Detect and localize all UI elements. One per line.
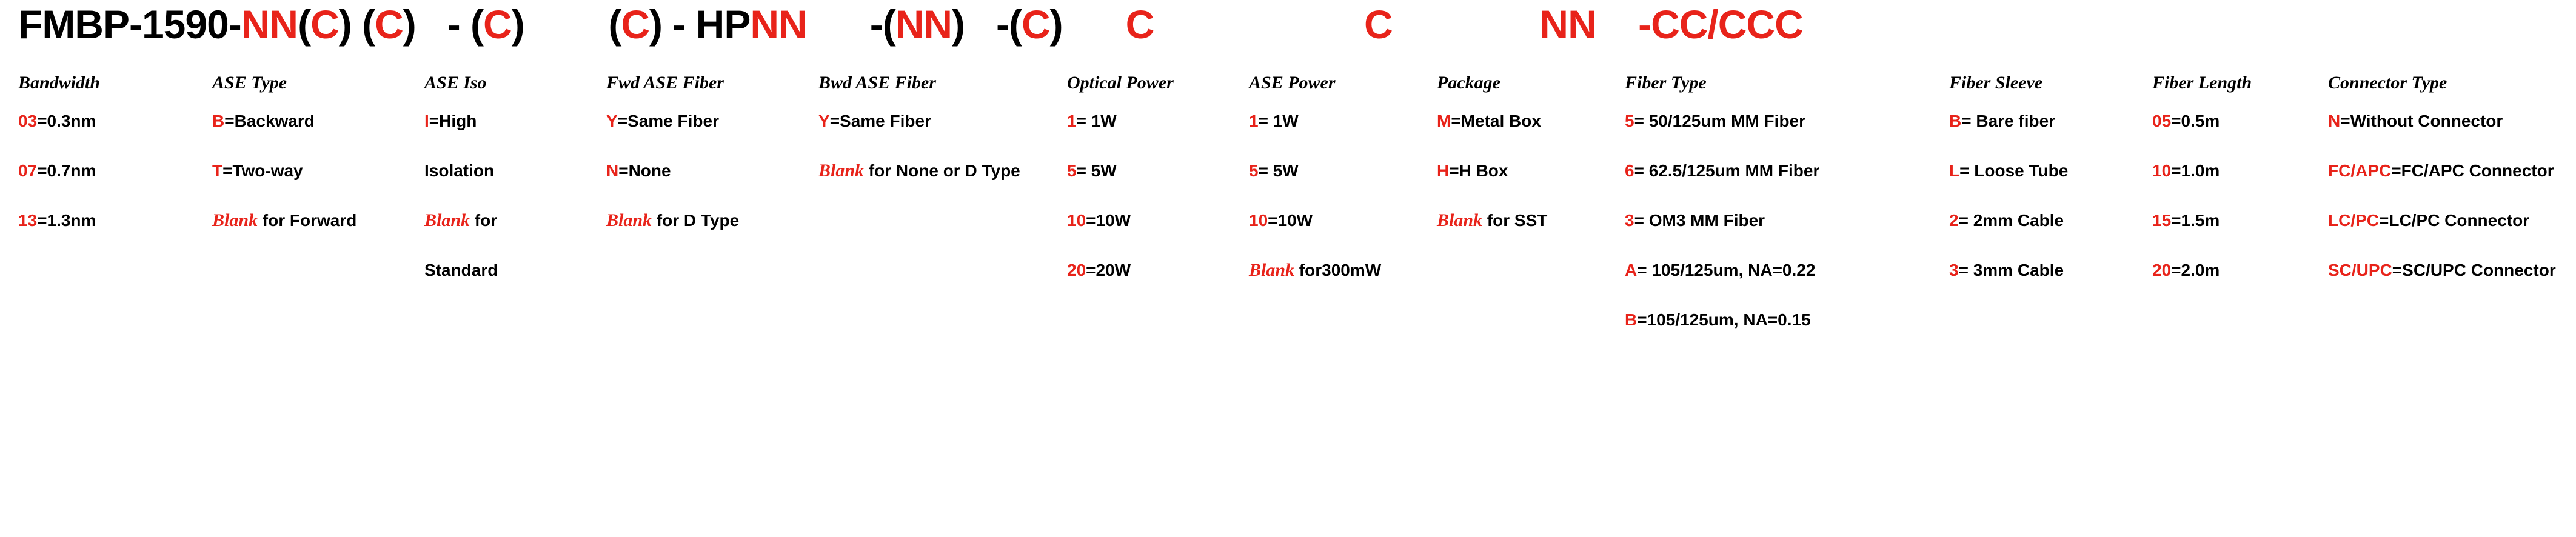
option-entry	[1067, 112, 1219, 131]
option-description: = 5W	[1076, 161, 1117, 180]
option-description: =Same Fiber	[829, 112, 931, 130]
part-number-segment: )	[403, 2, 416, 47]
option-description: =1.5m	[2171, 211, 2220, 230]
option-entry	[1067, 161, 1219, 181]
option-description: = Bare fiber	[1961, 112, 2056, 130]
option-code: LC/PC	[2328, 211, 2379, 230]
option-description: = 62.5/125um MM Fiber	[1634, 161, 1820, 180]
option-entry	[606, 161, 794, 181]
option-entry	[2152, 161, 2298, 181]
option-description: =High	[429, 112, 477, 130]
option-entry	[2152, 211, 2298, 230]
option-entry	[1949, 211, 2113, 230]
column-title: Fiber Sleeve	[1949, 73, 2043, 93]
option-code: 1	[1067, 112, 1077, 130]
option-column	[18, 73, 182, 261]
option-code: Blank	[424, 210, 470, 230]
option-code: M	[1437, 112, 1451, 130]
part-number-segment: NN	[241, 2, 298, 47]
option-description: = 2mm Cable	[1958, 211, 2064, 230]
option-entry	[424, 261, 576, 280]
option-description: =105/125um, NA=0.15	[1637, 310, 1811, 329]
option-entry	[818, 112, 1061, 131]
option-entry	[2328, 211, 2571, 230]
option-description: =FC/APC Connector	[2391, 161, 2554, 180]
option-entry	[1249, 161, 1413, 181]
option-entry	[2328, 261, 2571, 280]
option-entry	[1625, 211, 1898, 230]
option-code: A	[1625, 261, 1638, 279]
option-description: =20W	[1086, 261, 1131, 279]
option-code: T	[212, 161, 223, 180]
part-number-segment: C	[1021, 2, 1050, 47]
option-code: Y	[818, 112, 830, 130]
option-description: =Metal Box	[1451, 112, 1541, 130]
option-column	[1949, 73, 2113, 310]
option-entry	[18, 211, 182, 230]
part-number-segment: -CC/CCC	[1596, 2, 1803, 47]
option-description: =0.3nm	[37, 112, 96, 130]
option-code: B	[1625, 310, 1638, 329]
option-entry	[1949, 261, 2113, 280]
column-title: Optical Power	[1067, 73, 1174, 93]
option-description: =0.7nm	[37, 161, 96, 180]
option-code: 05	[2152, 112, 2172, 130]
option-entry	[212, 161, 388, 181]
option-entry	[1625, 261, 1898, 280]
column-title: Fiber Type	[1625, 73, 1707, 93]
option-entry	[424, 112, 576, 131]
option-description: = 3mm Cable	[1958, 261, 2064, 279]
option-entry	[606, 112, 794, 131]
column-title: Connector Type	[2328, 73, 2447, 93]
part-number-segment: C	[621, 2, 650, 47]
column-title: Bandwidth	[18, 73, 101, 93]
column-title: Package	[1437, 73, 1500, 93]
option-column	[212, 73, 388, 261]
option-code: 1	[1249, 112, 1259, 130]
option-code: 10	[2152, 161, 2172, 180]
option-description: for SST	[1482, 211, 1548, 230]
option-entry	[1249, 261, 1413, 280]
option-entry	[1437, 112, 1588, 131]
option-code: 2	[1949, 211, 1959, 230]
option-code: L	[1949, 161, 1960, 180]
option-entry	[818, 161, 1061, 181]
option-code: N	[606, 161, 619, 180]
option-entry	[2328, 161, 2571, 181]
option-entry	[1437, 211, 1588, 230]
part-number-segment: - (	[415, 2, 484, 47]
option-description: =10W	[1268, 211, 1313, 230]
option-code: 20	[2152, 261, 2172, 279]
option-code: Blank	[1249, 260, 1295, 280]
option-code: Blank	[1437, 210, 1483, 230]
option-description: = 1W	[1076, 112, 1117, 130]
column-title: Fwd ASE Fiber	[606, 73, 724, 93]
option-entry	[212, 211, 388, 230]
option-description: =Two-way	[222, 161, 303, 180]
part-number-segment: )	[511, 2, 524, 47]
option-entry	[424, 211, 576, 230]
option-description: for None or D Type	[864, 161, 1020, 180]
option-code: 3	[1949, 261, 1959, 279]
option-description: =1.0m	[2171, 161, 2220, 180]
part-number-segment: (	[524, 2, 621, 47]
part-number-segment: (	[362, 2, 375, 47]
option-code: Y	[606, 112, 618, 130]
part-number-segment: C	[1062, 2, 1154, 47]
part-number-segment: FMBP-1590-	[18, 2, 241, 47]
option-description: =Without Connector	[2340, 112, 2503, 130]
option-column	[1249, 73, 1413, 310]
option-description: Standard	[424, 261, 498, 279]
part-number-segment: C	[1154, 2, 1393, 47]
option-code: 20	[1067, 261, 1086, 279]
option-description: =H Box	[1449, 161, 1508, 180]
option-entry	[1437, 161, 1588, 181]
option-entry	[606, 211, 794, 230]
part-number-segment: NN	[1392, 2, 1596, 47]
option-column	[2328, 73, 2571, 310]
option-code: 5	[1249, 161, 1259, 180]
option-description: =Same Fiber	[617, 112, 719, 130]
option-entry	[1067, 211, 1219, 230]
option-description: =0.5m	[2171, 112, 2220, 130]
option-code: 5	[1625, 112, 1634, 130]
part-number-segment: ) - HP	[649, 2, 751, 47]
option-column	[1067, 73, 1219, 310]
option-entry	[1249, 211, 1413, 230]
option-description: for	[470, 211, 498, 230]
option-column	[818, 73, 1061, 211]
option-entry	[1067, 261, 1219, 280]
option-code: SC/UPC	[2328, 261, 2392, 279]
option-code: B	[1949, 112, 1962, 130]
part-number-segment: C	[375, 2, 403, 47]
option-code: FC/APC	[2328, 161, 2392, 180]
option-code: Blank	[606, 210, 652, 230]
option-description: =SC/UPC Connector	[2392, 261, 2556, 279]
option-entry	[1625, 112, 1898, 131]
option-entry	[2152, 261, 2298, 280]
part-number-segment: )	[952, 2, 965, 47]
part-number-segment: -(	[806, 2, 895, 47]
option-description: =1.3nm	[37, 211, 96, 230]
option-code: B	[212, 112, 225, 130]
option-code: H	[1437, 161, 1450, 180]
option-description: for300mW	[1294, 261, 1382, 279]
part-number-headline	[18, 2, 1803, 46]
option-description: = 105/125um, NA=0.22	[1637, 261, 1816, 279]
option-column	[1625, 73, 1898, 360]
option-entry	[1949, 112, 2113, 131]
option-entry	[18, 161, 182, 181]
option-code: Blank	[212, 210, 258, 230]
option-description: =2.0m	[2171, 261, 2220, 279]
part-number-segment: C	[483, 2, 512, 47]
option-code: Blank	[818, 161, 865, 181]
option-entry	[2328, 112, 2571, 131]
option-description: = 50/125um MM Fiber	[1634, 112, 1806, 130]
option-entry	[1625, 310, 1898, 330]
option-code: 07	[18, 161, 38, 180]
part-number-segment: NN	[895, 2, 952, 47]
option-description: = OM3 MM Fiber	[1634, 211, 1765, 230]
option-code: 5	[1067, 161, 1077, 180]
option-code: 13	[18, 211, 38, 230]
option-description: = 5W	[1258, 161, 1299, 180]
option-column	[1437, 73, 1588, 261]
option-description: for D Type	[652, 211, 740, 230]
part-number-segment: -(	[965, 2, 1022, 47]
option-code: N	[2328, 112, 2341, 130]
option-entry	[2152, 112, 2298, 131]
part-number-segment: C	[310, 2, 339, 47]
part-number-segment: NN	[750, 2, 807, 47]
option-column	[2152, 73, 2298, 310]
column-title: ASE Iso	[424, 73, 487, 93]
option-description: =10W	[1086, 211, 1131, 230]
option-column	[606, 73, 794, 261]
option-code: 03	[18, 112, 38, 130]
option-code: 15	[2152, 211, 2172, 230]
option-entry	[1249, 112, 1413, 131]
column-title: ASE Type	[212, 73, 287, 93]
part-number-segment: (	[298, 2, 311, 47]
option-description: =None	[618, 161, 671, 180]
column-title: ASE Power	[1249, 73, 1336, 93]
option-description: =Backward	[224, 112, 315, 130]
option-code: 10	[1067, 211, 1086, 230]
column-title: Fiber Length	[2152, 73, 2252, 93]
option-column	[424, 73, 576, 310]
column-title: Bwd ASE Fiber	[818, 73, 936, 93]
option-entry	[424, 161, 576, 181]
option-description: =LC/PC Connector	[2379, 211, 2530, 230]
option-code: 6	[1625, 161, 1634, 180]
option-entry	[212, 112, 388, 131]
option-code: 10	[1249, 211, 1268, 230]
option-entry	[1949, 161, 2113, 181]
option-description: = 1W	[1258, 112, 1299, 130]
option-code: I	[424, 112, 429, 130]
part-number-segment: )	[1049, 2, 1063, 47]
option-description: for Forward	[258, 211, 357, 230]
option-description: Isolation	[424, 161, 495, 180]
option-description: = Loose Tube	[1959, 161, 2069, 180]
option-columns	[0, 73, 2576, 533]
part-number-segment: )	[338, 2, 363, 47]
option-entry	[1625, 161, 1898, 181]
option-entry	[18, 112, 182, 131]
option-code: 3	[1625, 211, 1634, 230]
